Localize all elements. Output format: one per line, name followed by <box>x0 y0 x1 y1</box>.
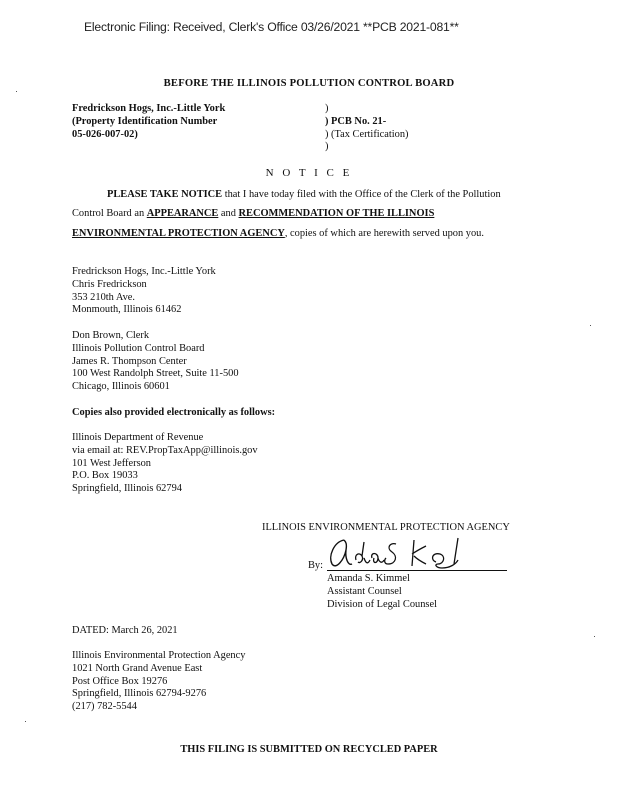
signatory-name: Amanda S. Kimmel <box>327 573 410 584</box>
phone-number: (217) 782-5544 <box>72 701 137 713</box>
signature-by: By: <box>308 560 324 571</box>
notice-text: Control Board an <box>72 208 147 219</box>
signatory-title: Assistant Counsel <box>327 585 402 597</box>
notice-line-2 <box>72 208 434 221</box>
signature-line <box>327 570 507 571</box>
sender-block <box>72 650 245 714</box>
scan-speck <box>25 721 26 722</box>
signatory-division: Division of Legal Counsel <box>327 598 437 610</box>
caption-right-line: ) <box>325 141 329 153</box>
addressee-fredrickson <box>72 266 216 317</box>
address-line: Springfield, Illinois 62794-9276 <box>72 688 207 700</box>
notice-lead: PLEASE TAKE NOTICE <box>107 189 223 200</box>
caption-left-line: 05-026-007-02) <box>72 128 138 140</box>
caption-right-line: ) <box>325 103 329 114</box>
notice-title: N O T I C E <box>265 167 353 179</box>
address-line: Post Office Box 19276 <box>72 675 168 687</box>
board-heading: BEFORE THE ILLINOIS POLLUTION CONTROL BOARD <box>163 78 455 89</box>
signatory-block <box>327 573 437 611</box>
scan-speck <box>590 325 591 326</box>
signature-agency: ILLINOIS ENVIRONMENTAL PROTECTION AGENCY <box>262 522 510 533</box>
notice-text: that I have today filed with the Office of the Clerk of the Pollution <box>222 189 501 200</box>
caption-left-line: Fredrickson Hogs, Inc.-Little York <box>72 103 226 114</box>
address-line: P.O. Box 19033 <box>72 470 138 482</box>
address-line: 101 West Jefferson <box>72 457 152 469</box>
dated-line: DATED: March 26, 2021 <box>72 625 178 636</box>
caption-right-line: ) (Tax Certification) <box>325 128 409 140</box>
address-line: Springfield, Illinois 62794 <box>72 483 182 495</box>
pcb-number: ) PCB No. 21- <box>325 115 387 127</box>
address-line: Illinois Environmental Protection Agency <box>72 650 246 661</box>
notice-line-1 <box>107 189 501 202</box>
notice-text: , copies of which are herewith served upon you. <box>284 228 484 239</box>
handwritten-signature <box>322 534 472 574</box>
address-line: 100 West Randolph Street, Suite 11-500 <box>72 368 239 380</box>
email-address: via email at: REV.PropTaxApp@illinois.gov <box>72 444 258 456</box>
address-line: James R. Thompson Center <box>72 355 187 367</box>
address-line: Illinois Department of Revenue <box>72 432 204 443</box>
filing-stamp: Electronic Filing: Received, Clerk's Office 03/26/2021 **PCB 2021-081** <box>84 20 459 34</box>
address-line: Chris Fredrickson <box>72 278 147 290</box>
caption-right <box>325 103 409 154</box>
scan-speck <box>594 636 595 637</box>
address-line: Chicago, Illinois 60601 <box>72 381 170 393</box>
recommendation-title: RECOMMENDATION OF THE ILLINOIS <box>238 208 435 219</box>
scan-speck <box>16 91 17 92</box>
address-line: Illinois Pollution Control Board <box>72 342 205 354</box>
address-line: Monmouth, Illinois 61462 <box>72 304 182 316</box>
appearance-title: APPEARANCE <box>146 208 219 219</box>
copies-heading: Copies also provided electronically as follows: <box>72 407 276 418</box>
recycled-paper-footer: THIS FILING IS SUBMITTED ON RECYCLED PAPER <box>180 744 438 755</box>
address-line: Don Brown, Clerk <box>72 330 150 341</box>
addressee-clerk <box>72 330 239 394</box>
address-line: Fredrickson Hogs, Inc.-Little York <box>72 266 216 277</box>
agency-title: ENVIRONMENTAL PROTECTION AGENCY <box>72 228 285 239</box>
notice-line-3 <box>72 228 484 241</box>
address-line: 353 210th Ave. <box>72 291 136 303</box>
notice-text: and <box>218 208 239 219</box>
address-line: 1021 North Grand Avenue East <box>72 662 203 674</box>
caption-left <box>72 103 225 141</box>
caption-left-line: (Property Identification Number <box>72 115 218 127</box>
addressee-revenue <box>72 432 258 496</box>
